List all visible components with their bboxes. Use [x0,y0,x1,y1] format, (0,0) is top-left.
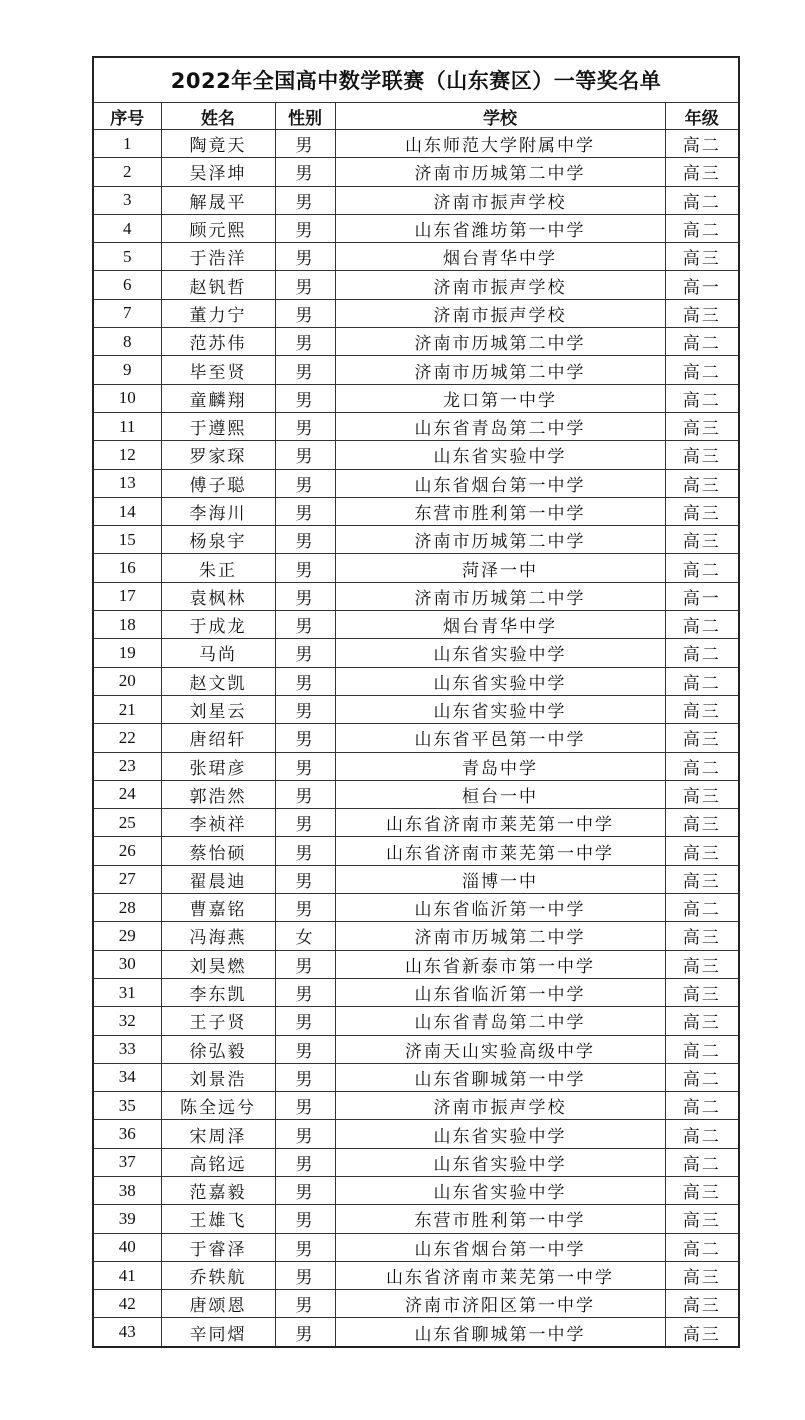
name-cell: 马尚 [161,639,275,667]
gender-cell: 男 [275,441,335,469]
rank-cell: 8 [93,328,161,356]
name-cell: 刘昊燃 [161,950,275,978]
rank-cell: 33 [93,1035,161,1063]
school-cell: 山东省实验中学 [335,441,665,469]
gender-cell: 男 [275,328,335,356]
school-cell: 济南市历城第二中学 [335,582,665,610]
school-cell: 东营市胜利第一中学 [335,497,665,525]
school-cell: 济南市历城第二中学 [335,328,665,356]
gender-cell: 男 [275,1120,335,1148]
school-cell: 烟台青华中学 [335,611,665,639]
school-cell: 山东省聊城第一中学 [335,1063,665,1091]
gender-cell: 男 [275,554,335,582]
gender-cell: 男 [275,271,335,299]
table-row [93,1120,739,1148]
rank-cell: 13 [93,469,161,497]
rank-cell: 29 [93,922,161,950]
school-cell: 山东省临沂第一中学 [335,894,665,922]
school-cell: 济南市振声学校 [335,271,665,299]
name-cell: 高铭远 [161,1148,275,1176]
gender-cell: 男 [275,1007,335,1035]
table-row [93,695,739,723]
name-cell: 于睿泽 [161,1233,275,1261]
name-cell: 王子贤 [161,1007,275,1035]
gender-cell: 男 [275,1318,335,1347]
name-cell: 王雄飞 [161,1205,275,1233]
grade-cell: 高二 [665,384,739,412]
rank-cell: 14 [93,497,161,525]
rank-cell: 24 [93,780,161,808]
table-row [93,299,739,327]
gender-cell: 男 [275,356,335,384]
school-cell: 山东省青岛第二中学 [335,1007,665,1035]
name-cell: 曹嘉铭 [161,894,275,922]
gender-cell: 男 [275,299,335,327]
school-cell: 济南市振声学校 [335,186,665,214]
name-cell: 毕至贤 [161,356,275,384]
table-row [93,950,739,978]
rank-cell: 28 [93,894,161,922]
name-cell: 陶竟天 [161,130,275,158]
table-row [93,780,739,808]
grade-cell: 高三 [665,497,739,525]
rank-cell: 25 [93,809,161,837]
school-cell: 山东省实验中学 [335,695,665,723]
rank-cell: 5 [93,243,161,271]
name-cell: 罗家琛 [161,441,275,469]
table-row [93,639,739,667]
table-row [93,752,739,780]
grade-cell: 高二 [665,328,739,356]
table-row [93,894,739,922]
column-header-name: 姓名 [161,103,275,130]
gender-cell: 男 [275,1176,335,1204]
table-row [93,922,739,950]
rank-cell: 6 [93,271,161,299]
grade-cell: 高二 [665,1063,739,1091]
header-row [93,103,739,130]
grade-cell: 高三 [665,1290,739,1318]
gender-cell: 男 [275,1035,335,1063]
school-cell: 山东省实验中学 [335,667,665,695]
school-cell: 山东省潍坊第一中学 [335,214,665,242]
column-header-gender: 性别 [275,103,335,130]
name-cell: 李祯祥 [161,809,275,837]
grade-cell: 高二 [665,1233,739,1261]
name-cell: 乔轶航 [161,1261,275,1289]
grade-cell: 高三 [665,526,739,554]
gender-cell: 男 [275,1092,335,1120]
table-row [93,1205,739,1233]
name-cell: 唐绍轩 [161,724,275,752]
table-row [93,441,739,469]
rank-cell: 19 [93,639,161,667]
grade-cell: 高二 [665,894,739,922]
gender-cell: 男 [275,243,335,271]
rank-cell: 12 [93,441,161,469]
table-row [93,724,739,752]
name-cell: 李东凯 [161,978,275,1006]
table-row [93,526,739,554]
table-row [93,328,739,356]
name-cell: 陈全远兮 [161,1092,275,1120]
name-cell: 于浩洋 [161,243,275,271]
table-row [93,837,739,865]
grade-cell: 高三 [665,158,739,186]
table-row [93,130,739,158]
school-cell: 桓台一中 [335,780,665,808]
column-header-number: 序号 [93,103,161,130]
school-cell: 山东省实验中学 [335,1148,665,1176]
gender-cell: 男 [275,865,335,893]
gender-cell: 男 [275,1063,335,1091]
grade-cell: 高一 [665,582,739,610]
grade-cell: 高三 [665,780,739,808]
name-cell: 辛同熠 [161,1318,275,1347]
rank-cell: 10 [93,384,161,412]
gender-cell: 女 [275,922,335,950]
school-cell: 东营市胜利第一中学 [335,1205,665,1233]
rank-cell: 20 [93,667,161,695]
table-row [93,1233,739,1261]
school-cell: 山东省济南市莱芜第一中学 [335,837,665,865]
name-cell: 于成龙 [161,611,275,639]
rank-cell: 30 [93,950,161,978]
rank-cell: 2 [93,158,161,186]
school-cell: 济南市历城第二中学 [335,158,665,186]
name-cell: 刘景浩 [161,1063,275,1091]
grade-cell: 高三 [665,1318,739,1347]
gender-cell: 男 [275,809,335,837]
name-cell: 顾元熙 [161,214,275,242]
rank-cell: 41 [93,1261,161,1289]
grade-cell: 高二 [665,1120,739,1148]
table-row [93,1092,739,1120]
grade-cell: 高三 [665,1007,739,1035]
name-cell: 蔡怡硕 [161,837,275,865]
rank-cell: 38 [93,1176,161,1204]
grade-cell: 高三 [665,243,739,271]
grade-cell: 高二 [665,611,739,639]
table-row [93,158,739,186]
name-cell: 冯海燕 [161,922,275,950]
rank-cell: 27 [93,865,161,893]
grade-cell: 高二 [665,1035,739,1063]
award-table [92,56,740,1348]
grade-cell: 高三 [665,837,739,865]
name-cell: 董力宁 [161,299,275,327]
name-cell: 于遵熙 [161,412,275,440]
grade-cell: 高三 [665,1176,739,1204]
table-row [93,978,739,1006]
column-header-grade: 年级 [665,103,739,130]
table-row [93,1035,739,1063]
school-cell: 山东省实验中学 [335,1120,665,1148]
grade-cell: 高二 [665,1092,739,1120]
table-row [93,469,739,497]
school-cell: 山东省实验中学 [335,1176,665,1204]
name-cell: 朱正 [161,554,275,582]
grade-cell: 高三 [665,469,739,497]
grade-cell: 高二 [665,214,739,242]
table-row [93,667,739,695]
gender-cell: 男 [275,497,335,525]
school-cell: 济南市历城第二中学 [335,356,665,384]
rank-cell: 39 [93,1205,161,1233]
rank-cell: 23 [93,752,161,780]
table-row [93,412,739,440]
gender-cell: 男 [275,752,335,780]
school-cell: 烟台青华中学 [335,243,665,271]
table-title: 2022年全国高中数学联赛（山东赛区）一等奖名单 [93,57,739,103]
school-cell: 济南市振声学校 [335,1092,665,1120]
school-cell: 淄博一中 [335,865,665,893]
school-cell: 山东省临沂第一中学 [335,978,665,1006]
school-cell: 济南市济阳区第一中学 [335,1290,665,1318]
grade-cell: 高三 [665,809,739,837]
grade-cell: 高二 [665,356,739,384]
grade-cell: 高三 [665,950,739,978]
grade-cell: 高二 [665,130,739,158]
name-cell: 范苏伟 [161,328,275,356]
gender-cell: 男 [275,894,335,922]
rank-cell: 1 [93,130,161,158]
table-row [93,1007,739,1035]
name-cell: 童麟翔 [161,384,275,412]
school-cell: 山东省聊城第一中学 [335,1318,665,1347]
school-cell: 山东省济南市莱芜第一中学 [335,1261,665,1289]
table-row [93,384,739,412]
rank-cell: 4 [93,214,161,242]
rank-cell: 15 [93,526,161,554]
school-cell: 山东省新泰市第一中学 [335,950,665,978]
grade-cell: 高三 [665,441,739,469]
name-cell: 解晟平 [161,186,275,214]
rank-cell: 34 [93,1063,161,1091]
gender-cell: 男 [275,950,335,978]
gender-cell: 男 [275,780,335,808]
rank-cell: 18 [93,611,161,639]
grade-cell: 高三 [665,412,739,440]
gender-cell: 男 [275,978,335,1006]
school-cell: 青岛中学 [335,752,665,780]
gender-cell: 男 [275,611,335,639]
grade-cell: 高三 [665,695,739,723]
rank-cell: 17 [93,582,161,610]
award-list-sheet [92,56,738,1348]
table-row [93,1148,739,1176]
name-cell: 赵文凯 [161,667,275,695]
gender-cell: 男 [275,1148,335,1176]
name-cell: 徐弘毅 [161,1035,275,1063]
gender-cell: 男 [275,158,335,186]
rank-cell: 16 [93,554,161,582]
table-row [93,1290,739,1318]
name-cell: 宋周泽 [161,1120,275,1148]
gender-cell: 男 [275,639,335,667]
grade-cell: 高三 [665,865,739,893]
grade-cell: 高三 [665,922,739,950]
grade-cell: 高二 [665,639,739,667]
table-row [93,611,739,639]
table-row [93,1176,739,1204]
school-cell: 山东师范大学附属中学 [335,130,665,158]
gender-cell: 男 [275,469,335,497]
school-cell: 菏泽一中 [335,554,665,582]
rank-cell: 7 [93,299,161,327]
name-cell: 杨泉宇 [161,526,275,554]
gender-cell: 男 [275,1205,335,1233]
gender-cell: 男 [275,186,335,214]
school-cell: 山东省烟台第一中学 [335,469,665,497]
table-row [93,271,739,299]
grade-cell: 高二 [665,1148,739,1176]
rank-cell: 43 [93,1318,161,1347]
gender-cell: 男 [275,667,335,695]
table-row [93,356,739,384]
rank-cell: 31 [93,978,161,1006]
school-cell: 济南市历城第二中学 [335,922,665,950]
name-cell: 范嘉毅 [161,1176,275,1204]
table-row [93,186,739,214]
name-cell: 吴泽坤 [161,158,275,186]
gender-cell: 男 [275,412,335,440]
rank-cell: 26 [93,837,161,865]
gender-cell: 男 [275,214,335,242]
school-cell: 山东省实验中学 [335,639,665,667]
title-row [93,57,739,103]
gender-cell: 男 [275,526,335,554]
name-cell: 唐颂恩 [161,1290,275,1318]
name-cell: 赵钒哲 [161,271,275,299]
grade-cell: 高三 [665,1205,739,1233]
grade-cell: 高三 [665,1261,739,1289]
rank-cell: 9 [93,356,161,384]
table-row [93,582,739,610]
grade-cell: 高三 [665,299,739,327]
rank-cell: 3 [93,186,161,214]
rank-cell: 11 [93,412,161,440]
table-row [93,497,739,525]
rank-cell: 42 [93,1290,161,1318]
rank-cell: 36 [93,1120,161,1148]
school-cell: 济南市历城第二中学 [335,526,665,554]
table-row [93,865,739,893]
table-row [93,214,739,242]
rank-cell: 21 [93,695,161,723]
school-cell: 龙口第一中学 [335,384,665,412]
name-cell: 郭浩然 [161,780,275,808]
table-row [93,1318,739,1347]
grade-cell: 高三 [665,978,739,1006]
grade-cell: 高二 [665,186,739,214]
table-row [93,554,739,582]
name-cell: 张珺彦 [161,752,275,780]
rank-cell: 35 [93,1092,161,1120]
name-cell: 翟晨迪 [161,865,275,893]
school-cell: 山东省烟台第一中学 [335,1233,665,1261]
gender-cell: 男 [275,837,335,865]
name-cell: 李海川 [161,497,275,525]
gender-cell: 男 [275,582,335,610]
rank-cell: 37 [93,1148,161,1176]
school-cell: 山东省平邑第一中学 [335,724,665,752]
grade-cell: 高二 [665,667,739,695]
gender-cell: 男 [275,130,335,158]
gender-cell: 男 [275,695,335,723]
grade-cell: 高三 [665,724,739,752]
table-row [93,809,739,837]
school-cell: 山东省济南市莱芜第一中学 [335,809,665,837]
name-cell: 袁枫林 [161,582,275,610]
table-row [93,1063,739,1091]
school-cell: 山东省青岛第二中学 [335,412,665,440]
gender-cell: 男 [275,384,335,412]
table-row [93,243,739,271]
name-cell: 傅子聪 [161,469,275,497]
table-body [93,130,739,1347]
column-header-school: 学校 [335,103,665,130]
school-cell: 济南天山实验高级中学 [335,1035,665,1063]
rank-cell: 32 [93,1007,161,1035]
grade-cell: 高一 [665,271,739,299]
gender-cell: 男 [275,724,335,752]
rank-cell: 40 [93,1233,161,1261]
gender-cell: 男 [275,1233,335,1261]
grade-cell: 高二 [665,752,739,780]
grade-cell: 高二 [665,554,739,582]
gender-cell: 男 [275,1290,335,1318]
gender-cell: 男 [275,1261,335,1289]
rank-cell: 22 [93,724,161,752]
table-row [93,1261,739,1289]
school-cell: 济南市振声学校 [335,299,665,327]
name-cell: 刘星云 [161,695,275,723]
